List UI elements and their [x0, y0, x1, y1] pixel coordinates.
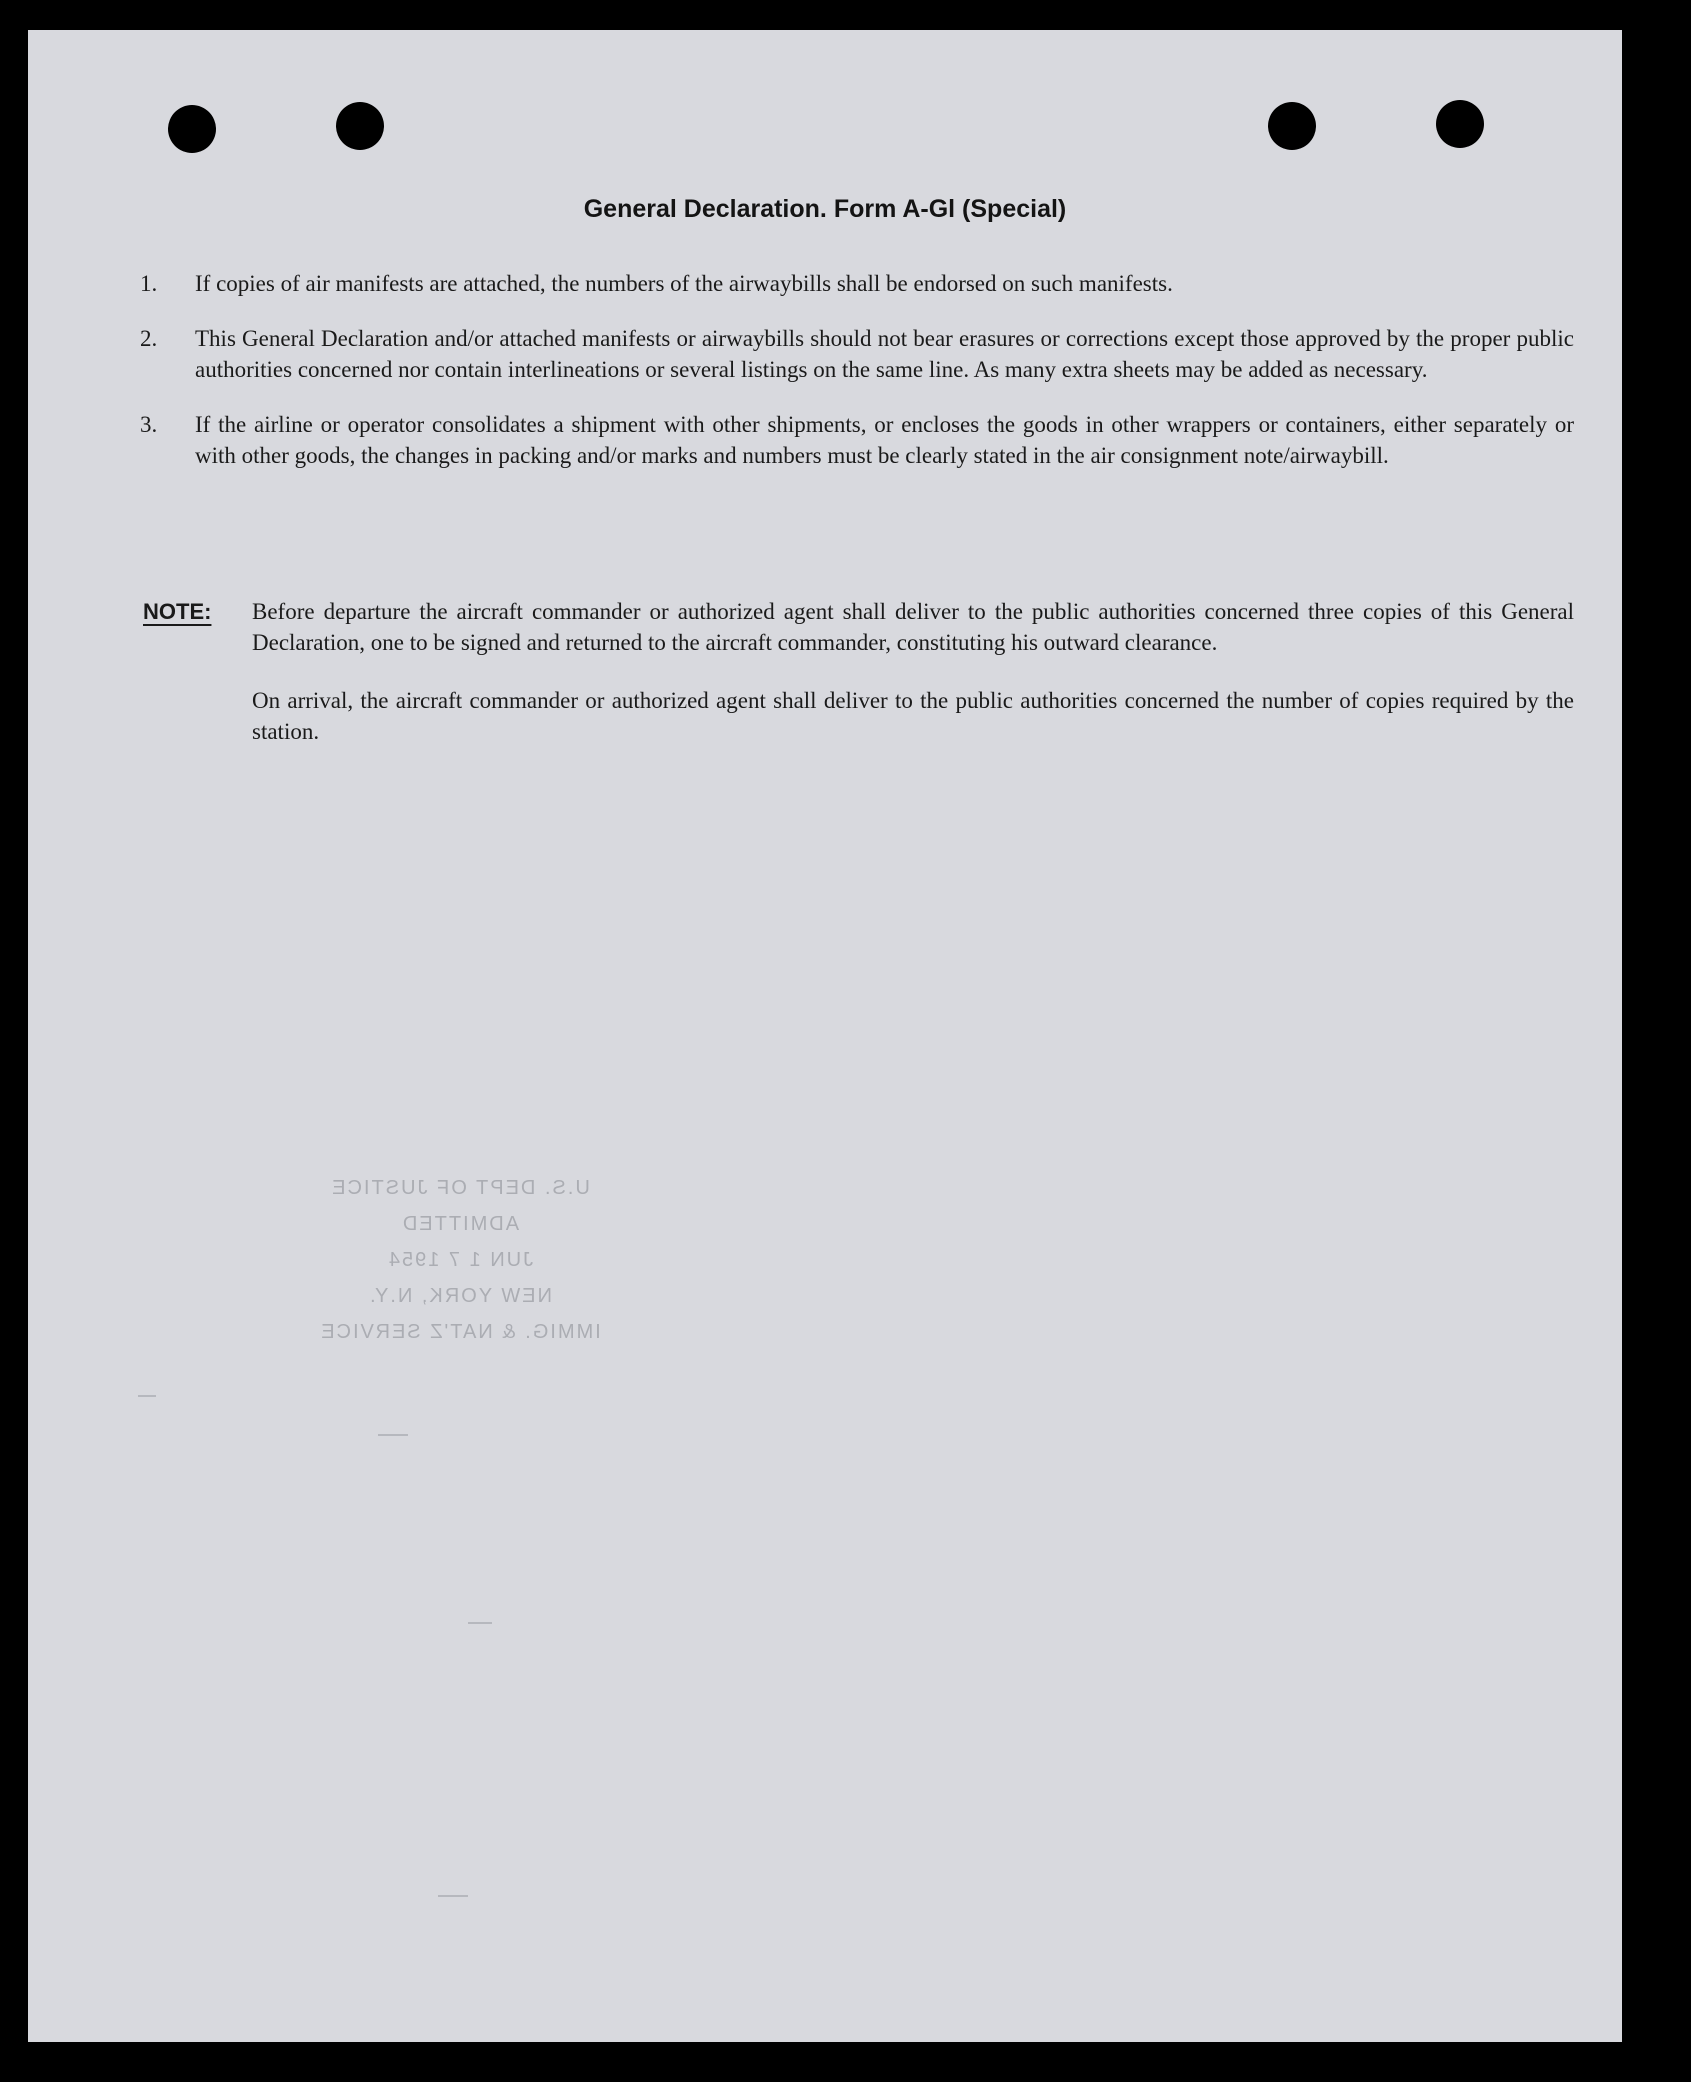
punch-hole — [168, 105, 216, 153]
list-item — [140, 268, 1574, 299]
note-label: NOTE: — [143, 599, 212, 624]
item-number: 3. — [140, 412, 158, 437]
list-item — [140, 409, 1574, 471]
punch-hole — [1436, 100, 1484, 148]
bleed-through-stamp: U.S. DEPT OF JUSTICE ADMITTED JUN 1 7 1954 NEW YORK, N.Y. IMMIG. & NAT'Z SERVICE — [319, 1177, 601, 1343]
punch-hole — [336, 102, 384, 150]
document-title: General Declaration. Form A-Gl (Special) — [583, 195, 1067, 223]
item-number: 1. — [140, 271, 158, 296]
scan-mark — [438, 1895, 468, 1897]
document-page — [28, 30, 1622, 2042]
punch-hole — [1268, 102, 1316, 150]
item-text: If copies of air manifests are attached, the numbers of the airwaybills shall be endorsed on such manifests. — [195, 271, 1173, 296]
note-section — [143, 596, 1574, 747]
item-number: 2. — [140, 326, 158, 351]
item-text: If the airline or operator consolidates a shipment with other shipments, or encloses the goods in other wrappers or containers, either separately or with other goods, the changes in packing and/or marks and numbers must be clearly stated in the air consignment note/airwaybill. — [195, 412, 1574, 468]
instruction-list — [140, 268, 1574, 495]
item-text: This General Declaration and/or attached manifests or airwaybills should not bear erasures or corrections except those approved by the proper public authorities concerned nor contain interlineations or several listings on the same line. As many extra sheets may be added as necessary. — [195, 326, 1574, 382]
scan-mark — [138, 1395, 156, 1397]
list-item — [140, 323, 1574, 385]
scan-mark — [468, 1622, 492, 1624]
scan-mark — [378, 1434, 408, 1436]
note-paragraph-arrival: On arrival, the aircraft commander or authorized agent shall deliver to the public authorities concerned the number of copies required by the station. — [252, 688, 1574, 744]
note-paragraph-departure: Before departure the aircraft commander or authorized agent shall deliver to the public authorities concerned three copies of this General Declaration, one to be signed and returned to the aircraft commander, constituting his outward clearance. — [252, 599, 1574, 655]
